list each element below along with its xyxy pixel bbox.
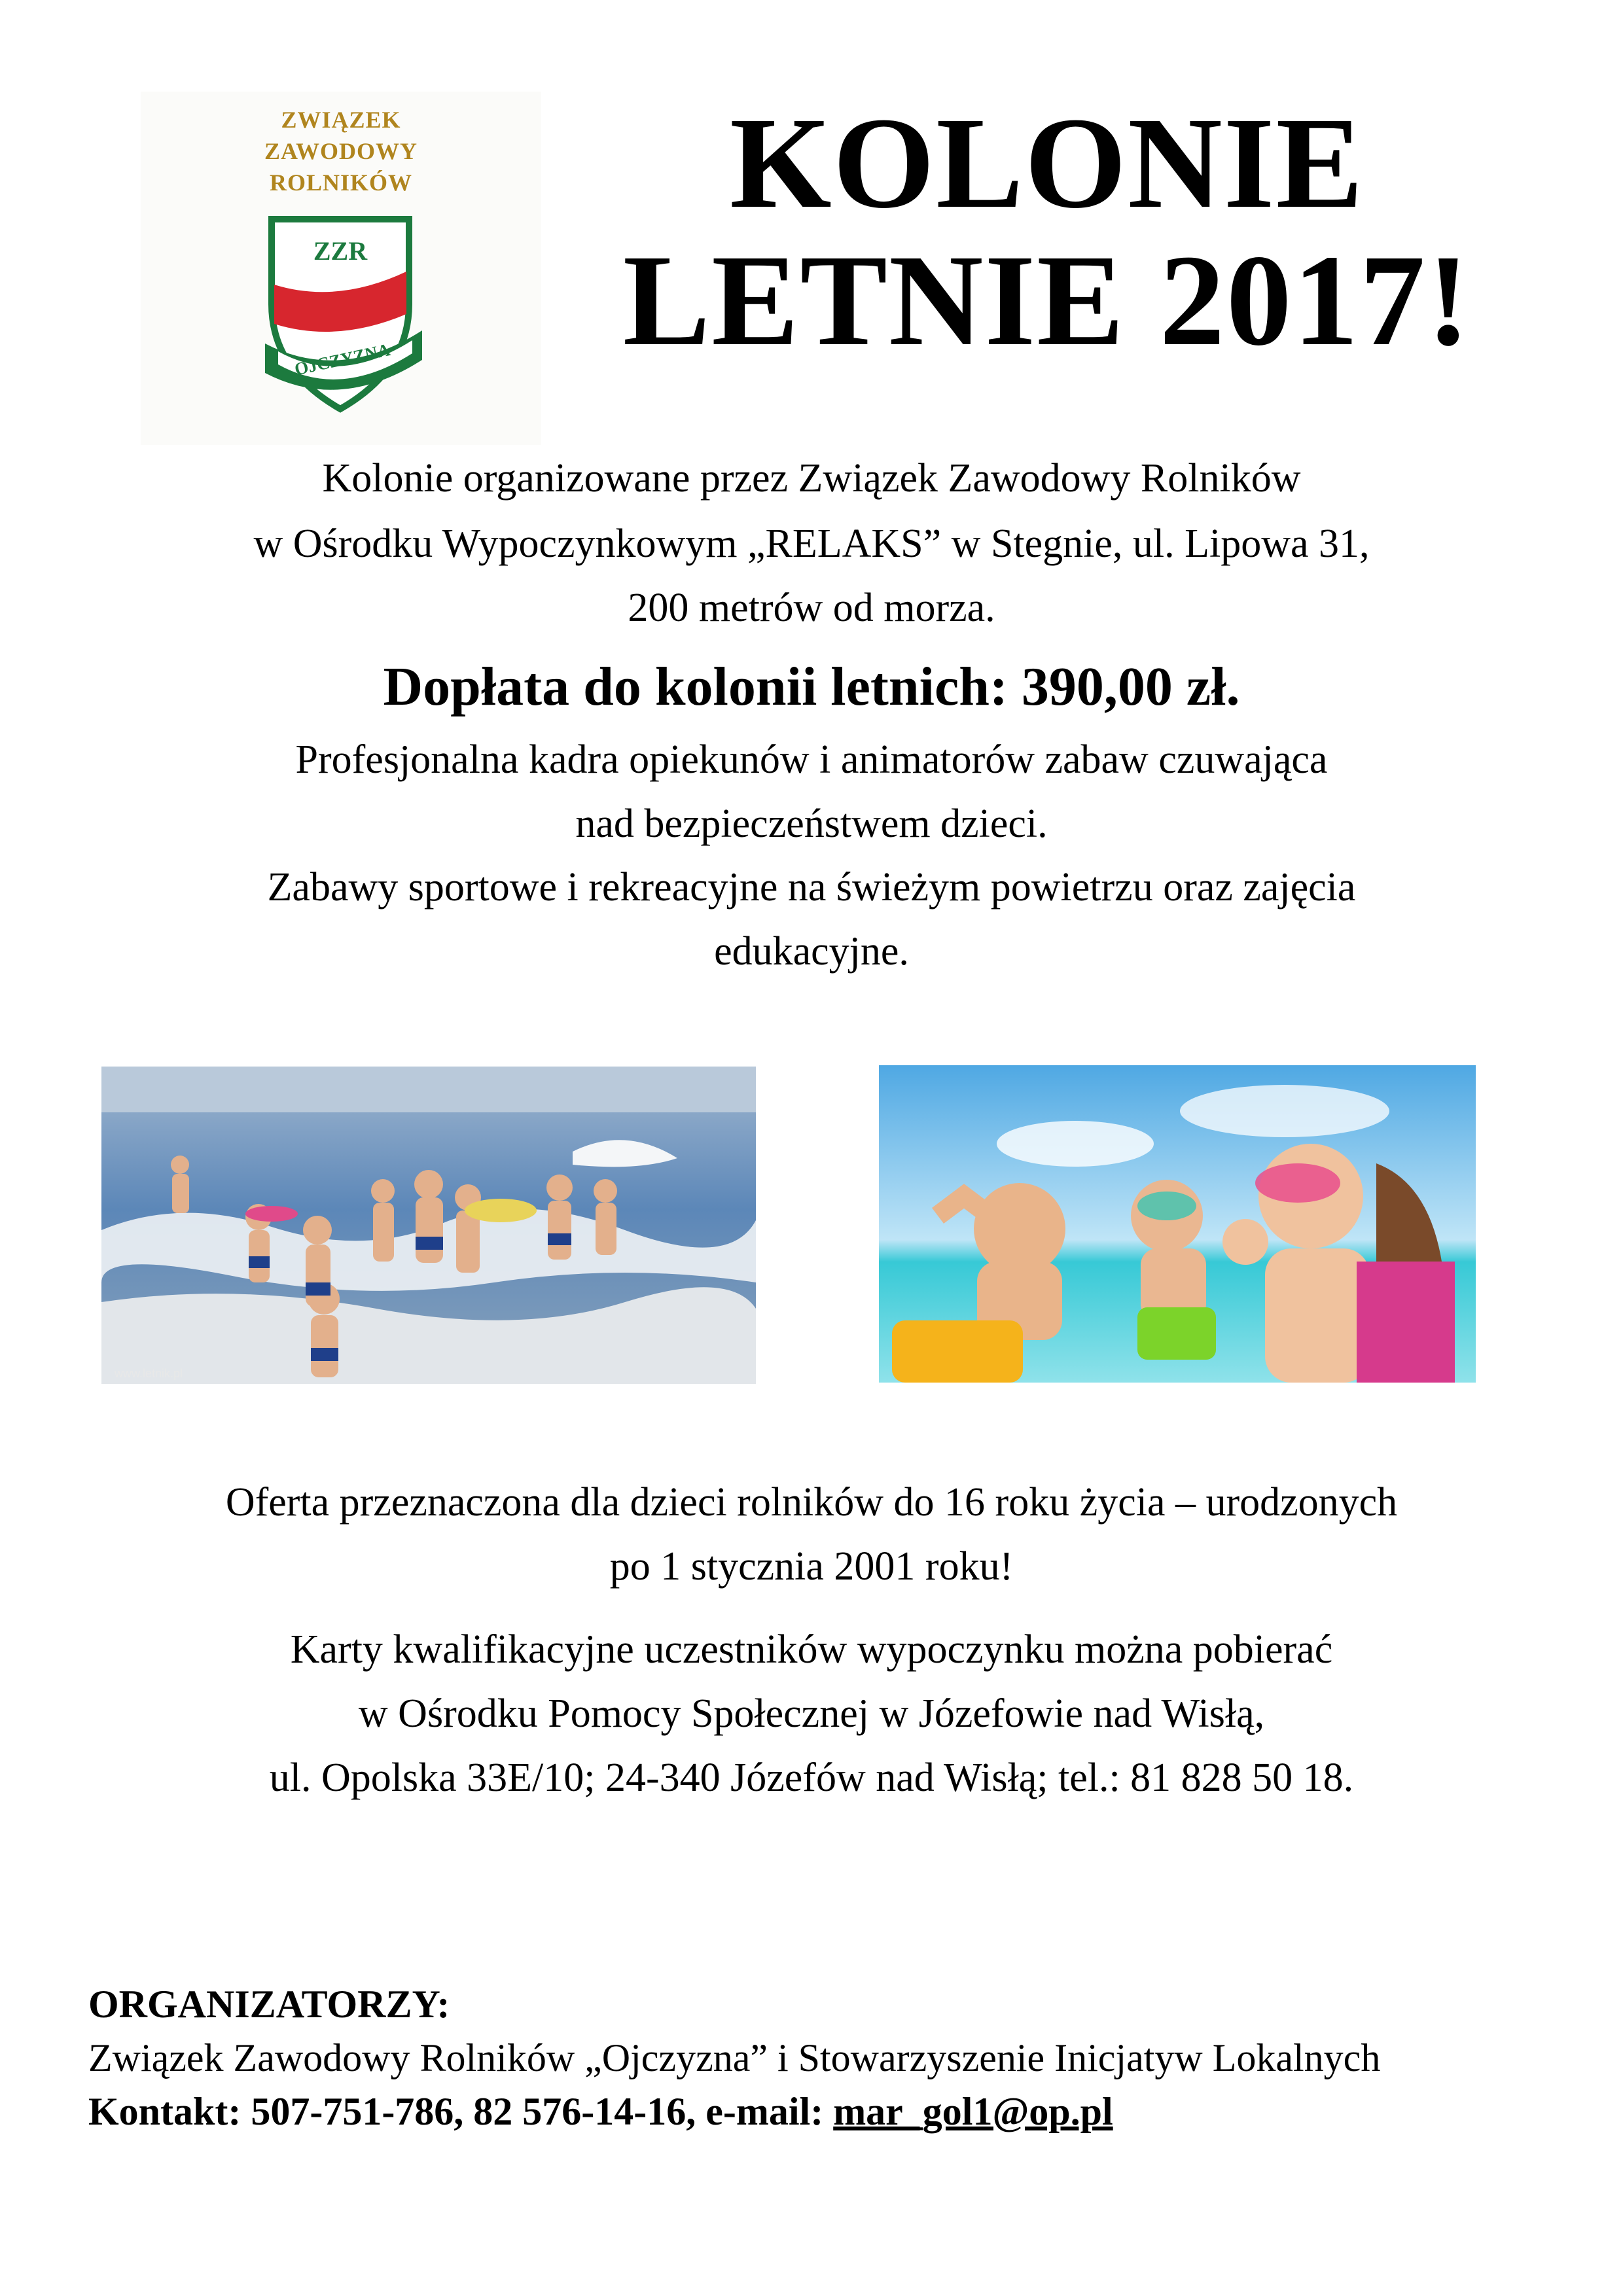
ojczyzna-emblem-icon (259, 206, 429, 422)
beach-photo-right (879, 1065, 1476, 1383)
logo-badge-bottom: OJCZYZNA (293, 340, 392, 380)
offer-line-2: po 1 stycznia 2001 roku! (609, 1544, 1014, 1589)
intro-line-1: Kolonie organizowane przez Związek Zawodowy Rolników (322, 456, 1301, 501)
description-line-1: Profesjonalna kadra opiekunów i animatorów zabaw czuwająca (295, 737, 1328, 782)
logo-text-line-3: ROLNIKÓW (269, 169, 413, 196)
photo-watermark: www.letnik.pl (115, 1367, 183, 1380)
page-title-line-1: KOLONIE (730, 91, 1364, 236)
logo-text-line-2: ZAWODOWY (264, 138, 418, 164)
intro-line-3: 200 metrów od morza. (628, 586, 995, 630)
organizers-heading: ORGANIZATORZY: (88, 1983, 450, 2026)
zzr-logo (141, 92, 541, 445)
intro-line-2: w Ośrodku Wypoczynkowym „RELAKS” w Stegnie, ul. Lipowa 31, (253, 521, 1370, 566)
contact-line (88, 2092, 1113, 2131)
description-line-3: Zabawy sportowe i rekreacyjne na świeżym powietrzu oraz zajęcia (267, 865, 1356, 910)
contact-email-link[interactable]: mar_gol1@op.pl (833, 2090, 1113, 2133)
cards-line-3: ul. Opolska 33E/10; 24-340 Józefów nad Wisłą; tel.: 81 828 50 18. (269, 1756, 1354, 1800)
page-title-line-2: LETNIE 2017! (622, 228, 1472, 373)
logo-text-line-1: ZWIĄZEK (281, 107, 401, 133)
beach-photo-left (101, 1067, 756, 1384)
offer-line-1: Oferta przeznaczona dla dzieci rolników do 16 roku życia – urodzonych (225, 1480, 1398, 1525)
contact-label: Kontakt: 507-751-786, 82 576-14-16, e-mail: (88, 2090, 834, 2133)
description-line-2: nad bezpieczeństwem dzieci. (575, 802, 1048, 846)
organizers-names: Związek Zawodowy Rolników „Ojczyzna” i Stowarzyszenie Inicjatyw Lokalnych (88, 2036, 1381, 2079)
description-line-4: edukacyjne. (714, 929, 909, 974)
logo-badge-top: ZZR (313, 236, 368, 266)
cards-line-1: Karty kwalifikacyjne uczestników wypoczynku można pobierać (290, 1627, 1333, 1672)
price-line: Dopłata do kolonii letnich: 390,00 zł. (383, 656, 1240, 717)
cards-line-2: w Ośrodku Pomocy Społecznej w Józefowie nad Wisłą, (358, 1691, 1265, 1736)
